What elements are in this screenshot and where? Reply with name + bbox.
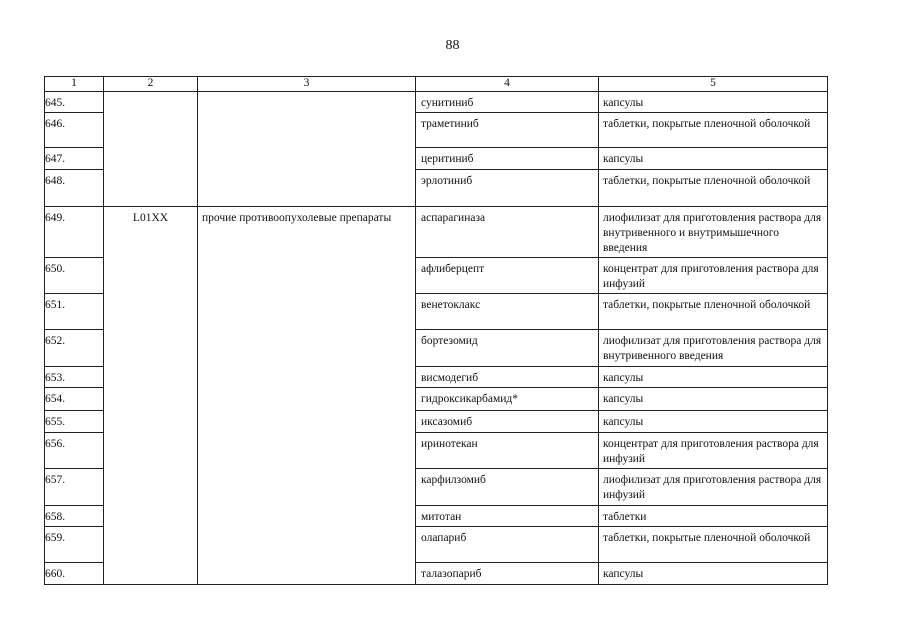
drug-name: афлиберцепт [416, 258, 599, 294]
group-name-cell [198, 92, 416, 207]
column-header-3: 3 [198, 77, 416, 92]
row-number: 646. [45, 113, 104, 148]
drug-name: карфилзомиб [416, 469, 599, 506]
dosage-form: лиофилизат для приготовления раствора для инфузий [599, 469, 828, 506]
atc-code-cell [104, 92, 198, 207]
row-number: 654. [45, 388, 104, 411]
dosage-form: таблетки, покрытые пленочной оболочкой [599, 113, 828, 148]
drug-name: сунитиниб [416, 92, 599, 113]
drug-name: гидроксикарбамид* [416, 388, 599, 411]
group-name: прочие противоопухолевые препараты [198, 207, 416, 585]
dosage-form: лиофилизат для приготовления раствора для внутривенного введения [599, 330, 828, 367]
row-number: 659. [45, 527, 104, 563]
dosage-form: таблетки, покрытые пленочной оболочкой [599, 170, 828, 207]
table-row [45, 92, 828, 113]
drug-name: аспарагиназа [416, 207, 599, 258]
row-number: 649. [45, 207, 104, 258]
dosage-form: таблетки [599, 506, 828, 527]
row-number: 653. [45, 367, 104, 388]
dosage-form: капсулы [599, 148, 828, 170]
row-number: 660. [45, 563, 104, 585]
column-header-5: 5 [599, 77, 828, 92]
row-number: 645. [45, 92, 104, 113]
dosage-form: лиофилизат для приготовления раствора для внутривенного и внутримышечного введения [599, 207, 828, 258]
atc-code: L01XX [104, 207, 198, 585]
dosage-form: капсулы [599, 367, 828, 388]
column-header-1: 1 [45, 77, 104, 92]
row-number: 655. [45, 411, 104, 433]
drug-name: венетоклакс [416, 294, 599, 330]
row-number: 651. [45, 294, 104, 330]
drug-name: церитиниб [416, 148, 599, 170]
row-number: 656. [45, 433, 104, 469]
dosage-form: капсулы [599, 92, 828, 113]
drug-name: митотан [416, 506, 599, 527]
row-number: 657. [45, 469, 104, 506]
drug-name: иксазомиб [416, 411, 599, 433]
dosage-form: капсулы [599, 388, 828, 411]
drug-name: эрлотиниб [416, 170, 599, 207]
dosage-form: таблетки, покрытые пленочной оболочкой [599, 527, 828, 563]
drug-name: висмодегиб [416, 367, 599, 388]
dosage-form: таблетки, покрытые пленочной оболочкой [599, 294, 828, 330]
dosage-form: концентрат для приготовления раствора для инфузий [599, 433, 828, 469]
row-number: 648. [45, 170, 104, 207]
dosage-form: концентрат для приготовления раствора для инфузий [599, 258, 828, 294]
drug-list-table [44, 76, 828, 585]
page-number: 88 [445, 38, 460, 53]
drug-name: талазопариб [416, 563, 599, 585]
drug-name: бортезомид [416, 330, 599, 367]
drug-name: иринотекан [416, 433, 599, 469]
row-number: 658. [45, 506, 104, 527]
drug-name: олапариб [416, 527, 599, 563]
row-number: 650. [45, 258, 104, 294]
dosage-form: капсулы [599, 563, 828, 585]
column-header-2: 2 [104, 77, 198, 92]
row-number: 647. [45, 148, 104, 170]
row-number: 652. [45, 330, 104, 367]
table-row [45, 207, 828, 258]
dosage-form: капсулы [599, 411, 828, 433]
column-header-4: 4 [416, 77, 599, 92]
drug-name: траметиниб [416, 113, 599, 148]
table-header-row [45, 77, 828, 92]
